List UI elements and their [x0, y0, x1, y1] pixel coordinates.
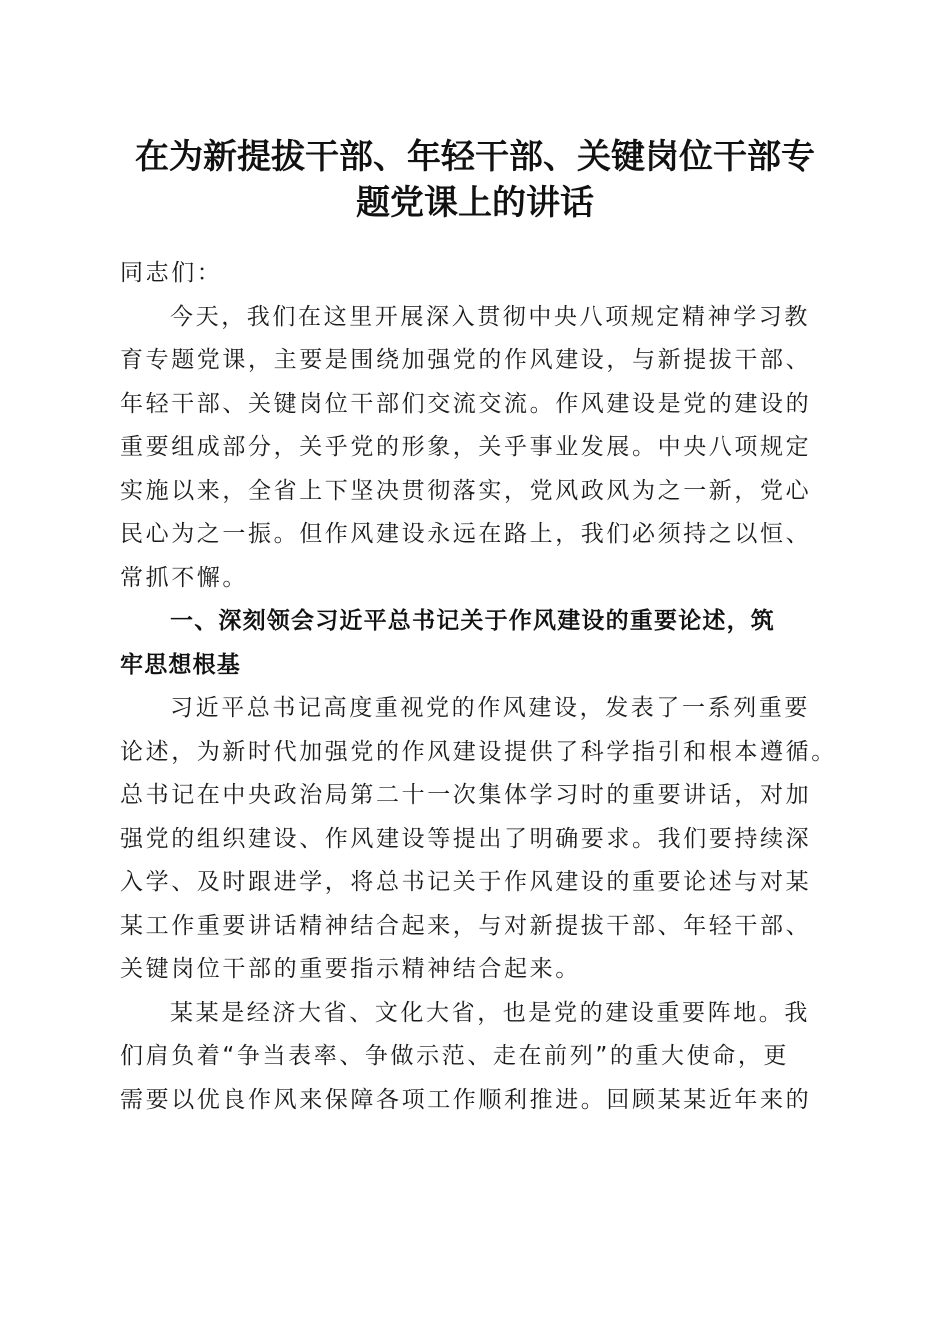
paragraph-line: 育专题党课，主要是围绕加强党的作风建设，与新提拔干部、 — [120, 347, 812, 373]
paragraph-line: 今天，我们在这里开展深入贯彻中央八项规定精神学习教 — [170, 303, 810, 330]
document-body — [120, 252, 840, 1122]
paragraph-line: 强党的组织建设、作风建设等提出了明确要求。我们要持续深 — [120, 825, 812, 852]
paragraph-line: 重要组成部分，关乎党的形象，关乎事业发展。中央八项规定 — [120, 434, 812, 460]
paragraph-line: 民心为之一振。但作风建设永远在路上，我们必须持之以恒、 — [120, 521, 812, 547]
paragraph-line: 们肩负着“争当表率、争做示范、走在前列”的重大使命，更 — [120, 1043, 790, 1069]
paragraph-line: 关键岗位干部的重要指示精神结合起来。 — [120, 956, 581, 982]
paragraph-line: 某某是经济大省、文化大省，也是党的建设重要阵地。我 — [170, 999, 810, 1026]
paragraph-line: 某工作重要讲话精神结合起来，与对新提拔干部、年轻干部、 — [120, 912, 812, 939]
paragraph-line: 总书记在中央政治局第二十一次集体学习时的重要讲话，对加 — [120, 782, 812, 808]
title-line: 题党课上的讲话 — [356, 183, 594, 223]
section-heading: 牢思想根基 — [120, 651, 241, 678]
salutation: 同志们： — [120, 260, 223, 286]
paragraph-line: 年轻干部、关键岗位干部们交流交流。作风建设是党的建设的 — [120, 390, 812, 417]
paragraph-line: 习近平总书记高度重视党的作风建设，发表了一系列重要 — [170, 695, 810, 721]
section-heading: 一、深刻领会习近平总书记关于作风建设的重要论述，筑 — [170, 608, 775, 634]
paragraph-line: 入学、及时跟进学，将总书记关于作风建设的重要论述与对某 — [120, 869, 812, 895]
paragraph-line: 实施以来，全省上下坚决贯彻落实，党风政风为之一新，党心 — [120, 477, 812, 504]
document-title — [100, 134, 850, 226]
paragraph-line: 需要以优良作风来保障各项工作顺利推进。回顾某某近年来的 — [120, 1086, 812, 1113]
title-line: 在为新提拔干部、年轻干部、关键岗位干部专 — [135, 137, 815, 177]
paragraph-line: 常抓不懈。 — [120, 564, 248, 591]
paragraph-line: 论述，为新时代加强党的作风建设提供了科学指引和根本遵循。 — [120, 738, 837, 765]
